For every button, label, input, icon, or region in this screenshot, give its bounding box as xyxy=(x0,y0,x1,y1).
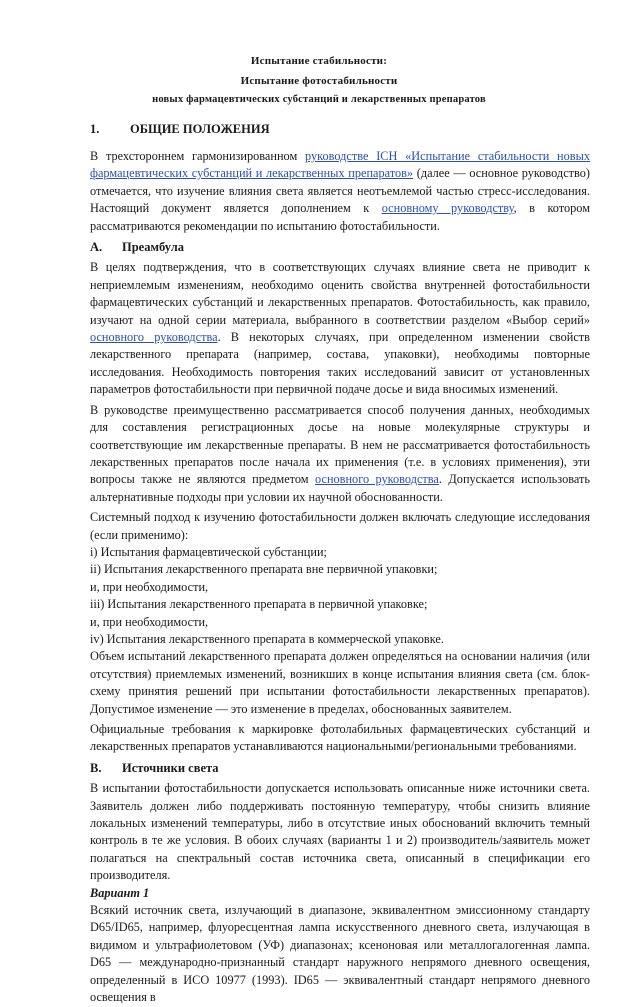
section-b-title: Источники света xyxy=(122,760,219,775)
list-item: и, при необходимости, xyxy=(90,614,209,629)
list-item: ii) Испытания лекарственного препарата вне первичной упаковки; xyxy=(90,562,438,577)
section-b-paragraph-2: Всякий источник света, излучающий в диапазоне, эквивалентном эмиссионному стандарту D65/ID65, например, флуоресцентная лампа искусственного дневного света, излучающая в видимом и ультрафиолетовом (УФ) диапазонах; ксеноновая или металлогалогенная лампа. D65 — международно-признанный стандарт наружного непрямого дневного освещения, определенный в ИСО 10977 (1993). ID65 — эквивалентный стандарт непрямого дневного освещения в xyxy=(90,903,590,1005)
section-1-title: ОБЩИЕ ПОЛОЖЕНИЯ xyxy=(130,122,270,136)
section-b-paragraph-1: В испытании фотостабильности допускается использовать описанные ниже источники света. Заявитель должен либо поддерживать постоянную температуру, чтобы снизить влияние локальных изменений температуры, либо в отсутствие иных обоснований включить темный контроль в те же условия. В обоих случаях (варианты 1 и 2) производитель/заявитель может полагаться на спектральный состав источника света, описанный в спецификации его производителя. xyxy=(90,781,590,883)
section-b-heading xyxy=(90,760,590,777)
section-a-paragraph-5: Официальные требования к маркировке фотолабильных фармацевтических субстанций и лекарственных препаратов устанавливаются национальными/региональными требованиями. xyxy=(90,722,590,754)
list-item: и, при необходимости, xyxy=(90,579,209,594)
section-a-paragraph-1: В целях подтверждения, что в соответствующих случаях влияние света не приводит к неприемлемым изменениям, необходимо оценить свойства внутренней фотостабильности фармацевтических субстанций и лекарственных препаратов. Фотостабильность, как правило, изучают на одной серии материала, выбранного в соответствии разделом «Выбор серий» основного руководства. В некоторых случаях, при определенном изменении свойств лекарственного препарата (например, состава, упаковки), необходимы повторные исследования. Необходимость повторения таких исследований зависит от установленных параметров фотостабильности при первичной подаче досье и вида вносимых изменений. xyxy=(90,260,590,397)
list-item: iii) Испытания лекарственного препарата в первичной упаковке; xyxy=(90,597,428,612)
section-a-paragraph-4: Объем испытаний лекарственного препарата должен определяться на основании наличия (или отсутствия) приемлемых изменений, возникших в конце испытания влияния света (см. блок-схему принятия решений при испытании фотостабильности лекарственных препаратов). Допустимое изменение — это изменение в пределах, обоснованных заявителем. xyxy=(90,649,590,716)
list-item: i) Испытания фармацевтической субстанции; xyxy=(90,544,327,559)
section-a-paragraph-2: В руководстве преимущественно рассматривается способ получения данных, необходимых для составления регистрационных досье на новые молекулярные структуры и соответствующие им лекарственные препараты. В нем не рассматривается фотостабильность лекарственных препаратов после начала их применения (т.е. в условиях применения), эти вопросы также не являются предметом основного руководства. Допускается использовать альтернативные подходы при условии их научной обоснованности. xyxy=(90,402,590,504)
document-title-line2: Испытание фотостабильности xyxy=(240,75,398,87)
link-main-guideline[interactable]: основного руководства xyxy=(90,330,218,345)
list-item: iv) Испытания лекарственного препарата в коммерческой упаковке. xyxy=(90,631,444,646)
link-main-guideline-full[interactable]: руководстве ICH «Испытание стабильности новых фармацевтических субстанций и лекарственных препаратов» xyxy=(90,149,590,181)
section-1-heading xyxy=(90,122,270,137)
link-main-guideline[interactable]: основного руководства xyxy=(315,472,439,487)
section-a-letter: A. xyxy=(90,240,103,255)
section-a-paragraph-3: Системный подход к изучению фотостабильности должен включать следующие исследования (если применимо): xyxy=(90,510,590,542)
section-1-paragraph: В трехстороннем гармонизированном руководстве ICH «Испытание стабильности новых фармацевтических субстанций и лекарственных препаратов» (далее — основное руководство) отмечается, что изучение влияния света является неотъемлемой частью стресс-исследования. Настоящий документ является дополнением к основному руководству, в котором рассматриваются рекомендации по испытанию фотостабильности. xyxy=(90,149,590,233)
section-a-heading xyxy=(90,239,590,256)
section-1-number: 1. xyxy=(90,122,100,136)
section-b-letter: B. xyxy=(90,760,102,775)
section-a-title: Преамбула xyxy=(122,240,184,255)
document-title-line1: Испытание стабильности: xyxy=(250,55,388,67)
variant-heading: Вариант 1 xyxy=(90,885,150,900)
document-title-line3: новых фармацевтических субстанций и лекарственных препаратов xyxy=(152,94,486,105)
document-body xyxy=(90,148,590,1007)
link-main-guideline[interactable]: основному руководству xyxy=(381,201,514,216)
